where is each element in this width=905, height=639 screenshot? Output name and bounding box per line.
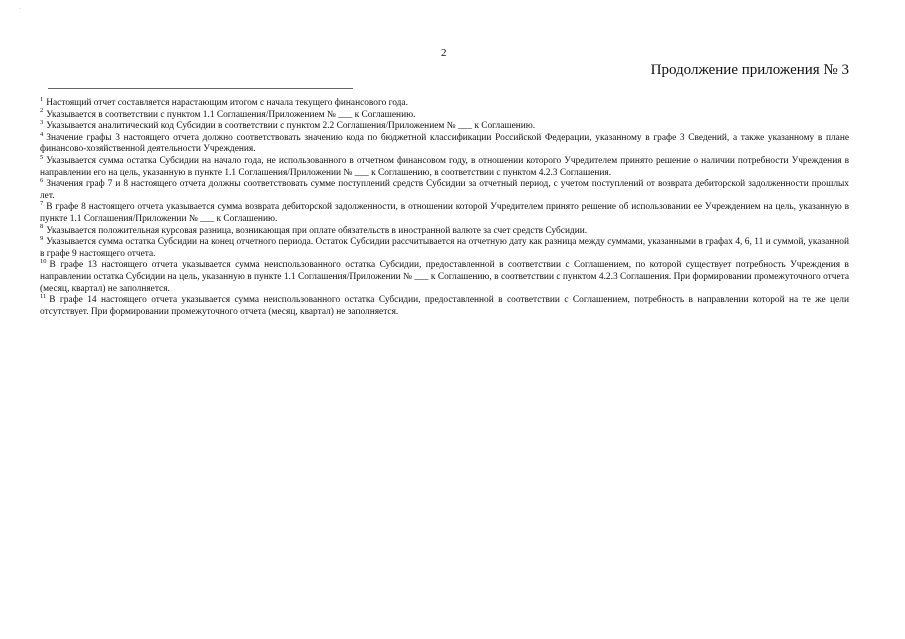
footnote-number: 11 (40, 292, 47, 300)
footnote-number: 10 (40, 258, 47, 266)
footnote-number: 4 (40, 130, 44, 138)
footnote (40, 179, 849, 202)
footnote (40, 260, 849, 295)
footnotes-list (40, 95, 849, 318)
footnote (40, 237, 849, 260)
footnote-number: 7 (40, 200, 44, 208)
footnote (40, 223, 849, 238)
footnote-text: Настоящий отчет составляется нарастающим итогом с начала текущего финансового года. (46, 98, 408, 108)
footnote-number: 3 (40, 119, 44, 127)
page-number: 2 (441, 47, 447, 59)
footnote-text: Указывается сумма остатка Субсидии на начало года, не использованного в отчетном финансовом году, в отношении которого Учредителем принято решение о наличии потребности Учреждения в направлении его на цель, указанную в пункте 1.1 Соглашения/Приложении № ___ к Соглашению, в соответствии с пунктом 4.2.3 Соглашения. (40, 155, 849, 178)
footnote (40, 121, 849, 133)
footnote-text: Значения граф 7 и 8 настоящего отчета должны соответствовать сумме поступлений средств Субсидии за отчетный период, с учетом поступлений от возврата дебиторской задолженности прошлых лет. (40, 179, 849, 201)
footnote-text: Указывается сумма остатка Субсидии на конец отчетного периода. Остаток Субсидии рассчитывается на отчетную дату как разница между суммами, указанными в графах 4, 6, 11 и суммой, указанной в графе 9 настоящего отчета. (40, 237, 849, 259)
footnote (40, 202, 849, 225)
footnote-text: Указывается положительная курсовая разница, возникающая при оплате обязательств в иностранной валюте за счет средств Субсидии. (46, 225, 588, 236)
footnote-text: В графе 14 настоящего отчета указывается сумма неиспользованного остатка Субсидии, предоставленной в соответствии с Соглашением, потребность в направлении которой на те же цели отсутствует. При формировании промежуточного отчета (месяц, квартал) не заполняется. (40, 295, 849, 317)
footnote (40, 95, 849, 110)
footnote (40, 292, 849, 318)
footnote-text: Указывается в соответствии с пунктом 1.1 Соглашения/Приложением № ___ к Соглашению. (46, 109, 416, 120)
footnote (40, 130, 849, 156)
continuation-title: Продолжение приложения № 3 (650, 62, 849, 78)
footnote-separator (48, 88, 353, 89)
footnote-number: 2 (40, 107, 44, 115)
footnote-text: В графе 13 настоящего отчета указывается сумма неиспользованного остатка Субсидии, предоставленной в соответствии с Соглашением, по которой существует потребность Учреждения в направлении остатка Субсидии на цель, указанную в пункте 1.1 Соглашения/Приложении № ___ к Соглашению, в соответствии с пунктом 4.2.3 Соглашения. При формировании промежуточного отчета (месяц, квартал) не заполняется. (40, 260, 849, 294)
footnote-number: 8 (40, 223, 44, 231)
footnote (40, 107, 849, 122)
footnote-number: 6 (40, 177, 44, 185)
footnote-text: Значение графы 3 настоящего отчета должно соответствовать значению кода по бюджетной классификации Российской Федерации, указанному в графе 3 Сведений, а также указанному в плане финансово-хозяйственной деятельности Учреждения. (40, 132, 849, 155)
footnote-number: 1 (40, 95, 44, 103)
footnote-text: Указывается аналитический код Субсидии в соответствии с пунктом 2.2 Соглашения/Приложением № ___ к Соглашению. (46, 121, 536, 132)
footnote-number: 5 (40, 153, 44, 161)
footnote-text: В графе 8 настоящего отчета указывается сумма возврата дебиторской задолженности, в отношении которой Учредителем принято решение об использовании ее Учреждением на цель, указанную в пункте 1.1 Соглашения/Приложении № ___ к Соглашению. (40, 202, 849, 224)
scan-mark: · (19, 5, 22, 13)
footnote (40, 153, 849, 179)
footnote-number: 9 (40, 235, 44, 242)
